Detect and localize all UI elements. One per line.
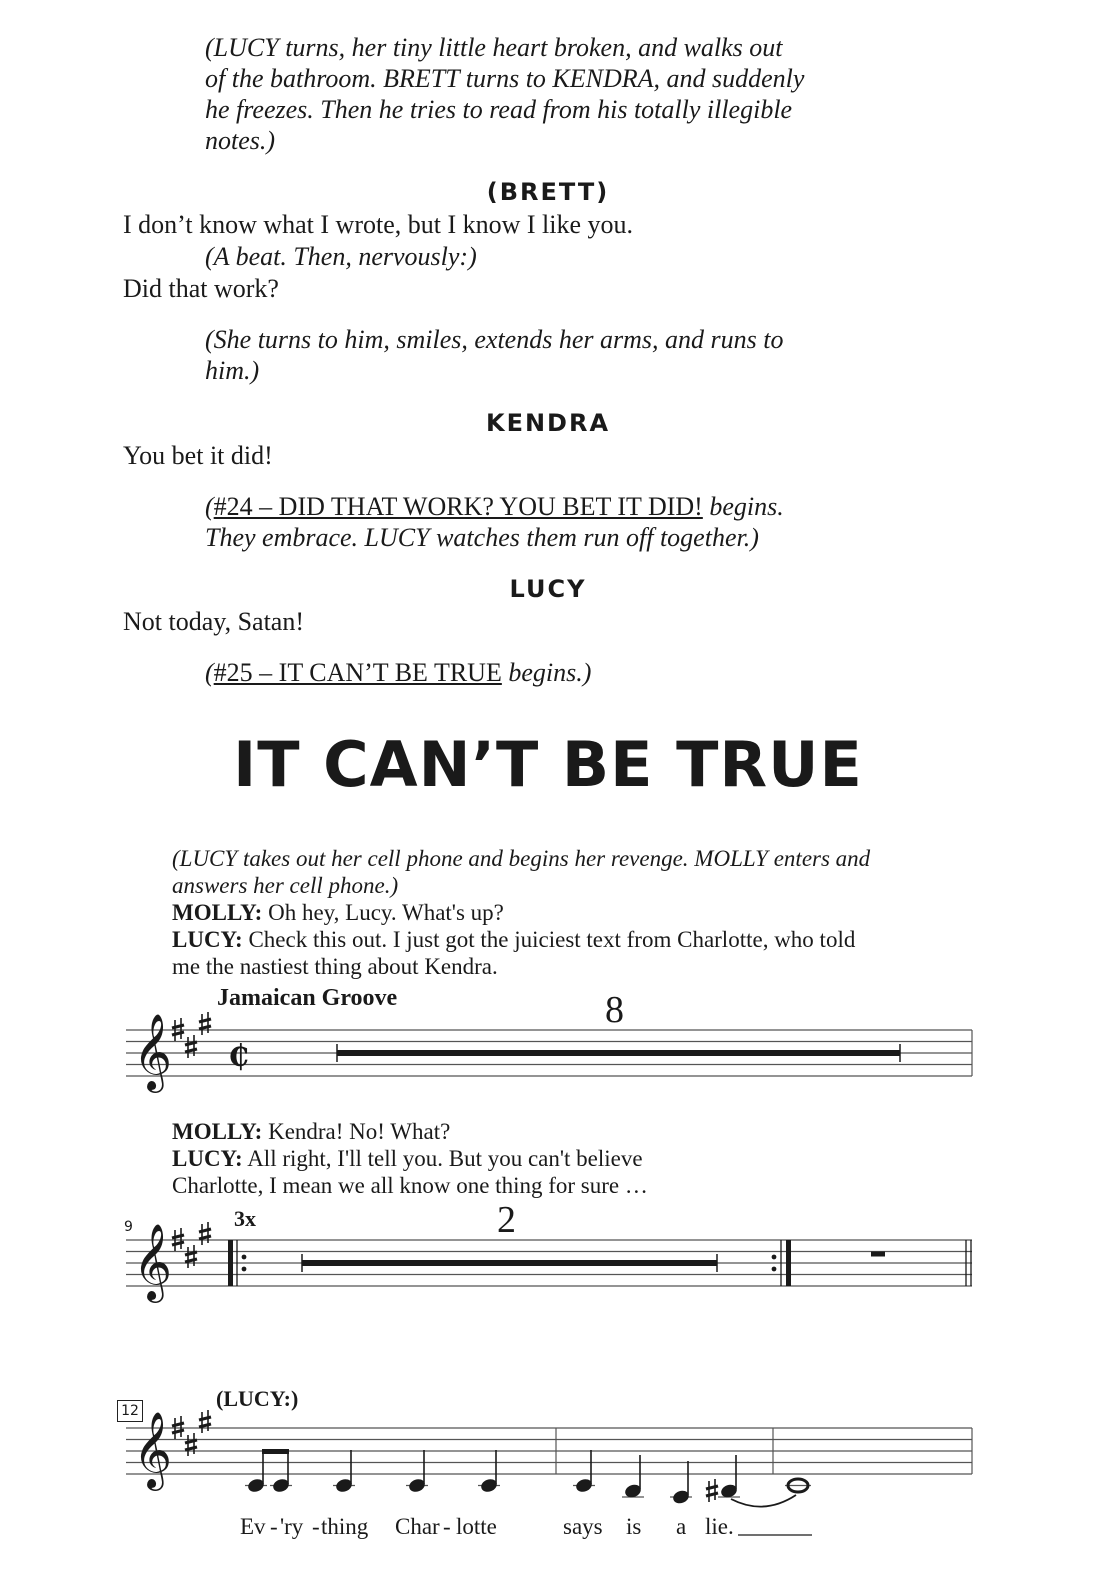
score-dialogue-line: LUCY: All right, I'll tell you. But you can't believe <box>172 1146 643 1171</box>
tempo-marking: Jamaican Groove <box>217 985 398 1011</box>
lyric-syllable: a <box>676 1514 687 1539</box>
lyric-syllable: 'ry <box>280 1514 304 1539</box>
lyric-syllable: says <box>563 1514 603 1539</box>
score-stage-line: (LUCY takes out her cell phone and begins her revenge. MOLLY enters and <box>172 846 871 871</box>
lyric-syllable: Ev <box>240 1514 266 1539</box>
dialogue-line-1: I don’t know what I wrote, but I know I like you. <box>123 210 634 239</box>
stage-line: he freezes. Then he tries to read from his totally illegible <box>205 95 793 124</box>
song-reference-25: #25 – IT CAN’T BE TRUE <box>213 658 502 687</box>
stage-direction-2: (A beat. Then, nervously:) <box>205 242 477 271</box>
dialogue-line-3: You bet it did! <box>123 441 273 470</box>
stage-line: him.) <box>205 356 260 385</box>
key-signature-sharps <box>172 1012 211 1058</box>
stage-line: They embrace. LUCY watches them run off together.) <box>205 523 759 552</box>
lyric-hyphen: - <box>270 1514 278 1539</box>
stage-direction-5: (#25 – IT CAN’T BE TRUE begins.) <box>205 658 592 687</box>
score-dialogue-line: me the nastiest thing about Kendra. <box>172 954 498 979</box>
treble-clef-icon: 𝄞 <box>133 1223 173 1300</box>
measure-number-9: 9 <box>124 1219 133 1235</box>
score-dialogue-line: Charlotte, I mean we all know one thing for sure … <box>172 1173 648 1198</box>
score-dialogue-line: MOLLY: Oh hey, Lucy. What's up? <box>172 900 504 925</box>
cut-time-icon: ₵ <box>228 1039 249 1074</box>
stage-line: (She turns to him, smiles, extends her arms, and runs to <box>205 325 784 354</box>
treble-clef-icon: 𝄞 <box>133 1013 173 1090</box>
staff-system-3 <box>126 1410 972 1507</box>
lyric-hyphen: - <box>312 1514 320 1539</box>
rehearsal-mark-12: 12 <box>117 1400 143 1422</box>
treble-clef-icon: 𝄞 <box>133 1411 173 1488</box>
stage-line: (LUCY turns, her tiny little heart broken, and walks out <box>205 33 783 62</box>
repeat-count-label: 3x <box>234 1206 256 1231</box>
character-name-lucy: LUCY <box>509 575 587 603</box>
lyric-syllable: lotte <box>456 1514 497 1539</box>
staff-system-2 <box>126 1222 972 1303</box>
song-reference-24: #24 – DID THAT WORK? YOU BET IT DID! <box>213 492 703 521</box>
tie <box>731 1495 796 1507</box>
dialogue-line-4: Not today, Satan! <box>123 607 304 636</box>
character-name-kendra: KENDRA <box>485 409 611 437</box>
stage-line: (#24 – DID THAT WORK? YOU BET IT DID! begins. <box>205 492 784 521</box>
multi-measure-rest-2 <box>302 1254 717 1272</box>
dialogue-line-2: Did that work? <box>123 274 279 303</box>
score-dialogue-line: LUCY: Check this out. I just got the juiciest text from Charlotte, who told <box>172 927 856 952</box>
key-signature-sharps <box>172 1410 211 1456</box>
whole-rest-icon <box>871 1252 885 1257</box>
stage-line: of the bathroom. BRETT turns to KENDRA, and suddenly <box>205 64 805 93</box>
multi-measure-rest-1 <box>337 1044 900 1062</box>
sharp-accidental-icon <box>706 1479 718 1502</box>
score-stage-line: answers her cell phone.) <box>172 873 399 898</box>
stage-line: notes.) <box>205 126 276 155</box>
singer-label: (LUCY:) <box>216 1386 299 1411</box>
notes <box>245 1449 811 1507</box>
lyric-syllable: is <box>626 1514 642 1539</box>
lyric-syllable: lie. <box>705 1514 734 1539</box>
multi-rest-count-2: 2 <box>497 1199 516 1241</box>
character-name-brett: (BRETT) <box>486 178 610 206</box>
staff-system-1 <box>126 1012 972 1093</box>
lyric-syllable: thing <box>321 1514 369 1539</box>
multi-rest-count-1: 8 <box>605 989 624 1031</box>
key-signature-sharps <box>172 1222 211 1268</box>
lyric-hyphen: - <box>443 1514 451 1539</box>
score-dialogue-line: MOLLY: Kendra! No! What? <box>172 1119 451 1144</box>
lyric-syllable: Char <box>395 1514 440 1539</box>
song-title: IT CAN’T BE TRUE <box>233 728 863 801</box>
